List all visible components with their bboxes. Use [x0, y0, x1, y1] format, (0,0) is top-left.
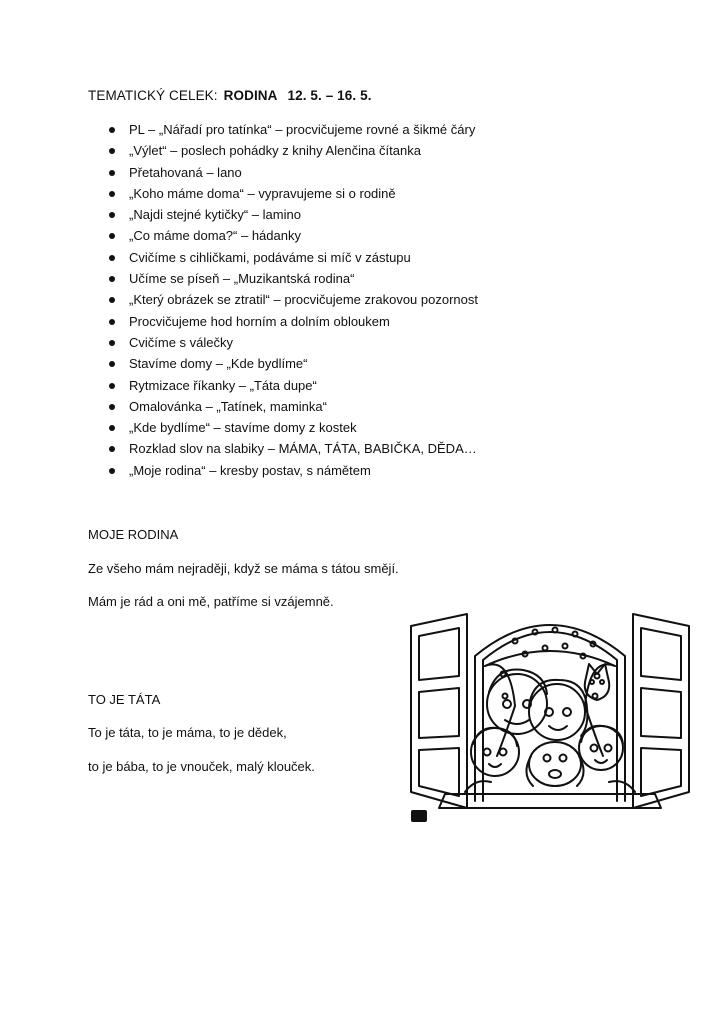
- list-item: „Koho máme doma“ – vypravujeme si o rodině: [88, 183, 508, 204]
- family-at-window-illustration: [405, 596, 695, 830]
- list-item: Učíme se píseň – „Muzikantská rodina“: [88, 268, 508, 289]
- bullet-icon: [109, 170, 115, 176]
- list-item: PL – „Nářadí pro tatínka“ – procvičujeme rovné a šikmé čáry: [88, 119, 508, 140]
- heading-label: TEMATICKÝ CELEK:: [88, 88, 218, 103]
- bullet-icon: [109, 361, 115, 367]
- list-item: „Moje rodina“ – kresby postav, s námětem: [88, 460, 508, 481]
- bullet-icon: [109, 383, 115, 389]
- bullet-icon: [109, 191, 115, 197]
- list-item: „Výlet“ – poslech pohádky z knihy Alenčina čítanka: [88, 140, 508, 161]
- heading-dates: 12. 5. – 16. 5.: [287, 88, 372, 103]
- list-item: Cvičíme s cihličkami, podáváme si míč v zástupu: [88, 247, 508, 268]
- bullet-icon: [109, 127, 115, 133]
- list-item: Omalovánka – „Tatínek, maminka“: [88, 396, 508, 417]
- bullet-icon: [109, 340, 115, 346]
- list-item: Stavíme domy – „Kde bydlíme“: [88, 353, 508, 374]
- poem2-line1: To je táta, to je máma, to je dědek,: [88, 725, 287, 740]
- bullet-icon: [109, 233, 115, 239]
- bullet-icon: [109, 404, 115, 410]
- bullet-icon: [109, 446, 115, 452]
- poem1-line1: Ze všeho mám nejraději, když se máma s tátou smějí.: [88, 561, 399, 576]
- bullet-icon: [109, 297, 115, 303]
- list-item: Rytmizace říkanky – „Táta dupe“: [88, 375, 508, 396]
- poem1-title: MOJE RODINA: [88, 527, 179, 542]
- list-item: Rozklad slov na slabiky – MÁMA, TÁTA, BABIČKA, DĚDA…: [88, 438, 508, 459]
- list-item: „Co máme doma?“ – hádanky: [88, 225, 508, 246]
- bullet-icon: [109, 212, 115, 218]
- bullet-icon: [109, 276, 115, 282]
- theme-heading: [88, 88, 372, 103]
- bullet-icon: [109, 319, 115, 325]
- poem2-title: TO JE TÁTA: [88, 692, 161, 707]
- poem1-line2: Mám je rád a oni mě, patříme si vzájemně.: [88, 594, 334, 609]
- bullet-icon: [109, 425, 115, 431]
- bullet-icon: [109, 468, 115, 474]
- heading-theme: RODINA: [223, 88, 278, 103]
- list-item: Procvičujeme hod horním a dolním obloukem: [88, 311, 508, 332]
- list-item: „Najdi stejné kytičky“ – lamino: [88, 204, 508, 225]
- bullet-icon: [109, 148, 115, 154]
- list-item: Přetahovaná – lano: [88, 162, 508, 183]
- list-item: „Kde bydlíme“ – stavíme domy z kostek: [88, 417, 508, 438]
- list-item: „Který obrázek se ztratil“ – procvičujeme zrakovou pozornost: [88, 289, 508, 310]
- list-item: Cvičíme s válečky: [88, 332, 508, 353]
- topic-list: [88, 119, 508, 481]
- bullet-icon: [109, 255, 115, 261]
- poem2-line2: to je bába, to je vnouček, malý klouček.: [88, 759, 315, 774]
